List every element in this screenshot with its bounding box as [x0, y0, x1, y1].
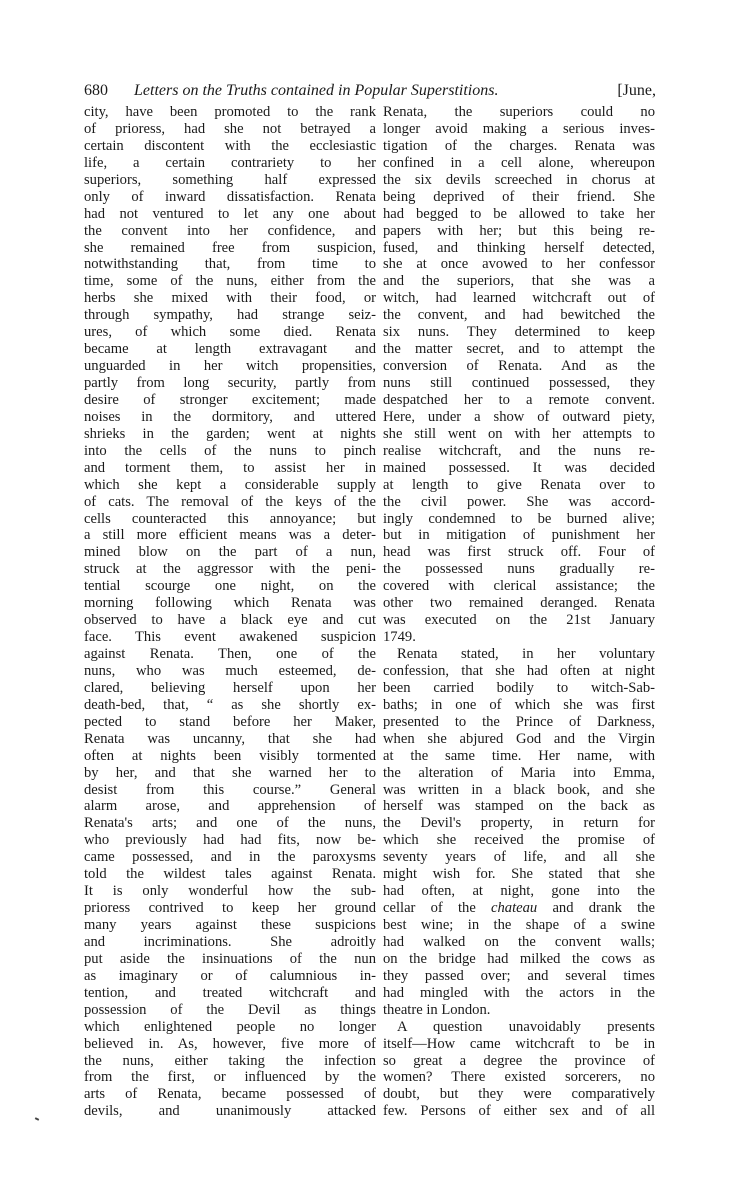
text-line: itself—How came witchcraft to be in [383, 1035, 655, 1052]
text-line: had not ventured to let any one about [84, 205, 376, 222]
text-line: at the same time. Her name, with [383, 747, 655, 764]
text-line: she remained free from suspicion, [84, 239, 376, 256]
text-line: was executed on the 21st January [383, 612, 655, 629]
text-line: conversion of Renata. And as the [383, 358, 655, 375]
text-line: from the first, or influenced by the [84, 1069, 376, 1086]
text-line: alarm arose, and apprehension of [84, 798, 376, 815]
text-line: was written in a black book, and she [383, 781, 655, 798]
text-line: the nuns, either taking the infection [84, 1052, 376, 1069]
text-line: clared, believing herself upon her [84, 679, 376, 696]
text-line: city, have been promoted to the rank [84, 104, 376, 120]
text-line: had mingled with the actors in the [383, 984, 655, 1001]
text-line: A question unavoidably presents [397, 1018, 655, 1035]
text-line: cells counteracted this annoyance; but [84, 510, 376, 527]
text-line: into the cells of the nuns to pinch [84, 442, 376, 459]
text-line: tigation of the charges. Renata was [383, 137, 655, 154]
text-line: the matter secret, and to attempt the [383, 341, 655, 358]
page-number: 680 [84, 82, 108, 99]
text-line: best wine; in the shape of a swine [383, 917, 655, 933]
text-line: many years against these suspicions [84, 917, 376, 933]
text-line: but in mitigation of punishment her [383, 527, 655, 544]
text-line: pected to stand before her Maker, [84, 713, 376, 730]
text-line: so great a degree the province of [383, 1052, 655, 1069]
text-line: Renata's arts; and one of the nuns, [84, 815, 376, 832]
text-line: unguarded in her witch propensities, [84, 358, 376, 375]
text-line: the Devil's property, in return for [383, 815, 655, 832]
text-line: might wish for. She stated that she [383, 866, 655, 883]
text-line: against Renata. Then, one of the [84, 646, 376, 662]
text-line: doubt, but they were comparatively [383, 1086, 655, 1103]
text-line: they passed over; and several times [383, 967, 655, 984]
text-line: other two remained deranged. Renata [383, 595, 655, 612]
running-title: Letters on the Truths contained in Popular Superstitions. [134, 82, 499, 99]
issue-date: [June, [617, 82, 656, 99]
text-line: certain discontent with the ecclesiastic [84, 137, 376, 154]
text-line: been carried bodily to witch-Sab- [383, 679, 655, 696]
text-line: baths; in one of which she was first [383, 696, 655, 713]
text-line: mined blow on the part of a nun, [84, 544, 376, 561]
text-line: herbs she mixed with their food, or [84, 290, 376, 307]
text-line: became at length extravagant and [84, 341, 376, 358]
text-line: nuns, who was much esteemed, de- [84, 662, 376, 679]
text-line: and the superiors, that she was a [383, 273, 655, 290]
text-line: as imaginary or of calumnious in- [84, 967, 376, 984]
text-line: partly from long security, partly from [84, 375, 376, 391]
text-line: the convent into her confidence, and [84, 222, 376, 239]
text-line: possession of the Devil as things [84, 1001, 376, 1018]
text-line: the civil power. She was accord- [383, 493, 655, 510]
text-line: confession, that she had often at night [383, 662, 655, 679]
text-line: realise witchcraft, and the nuns re- [383, 442, 655, 459]
right-text-column [383, 104, 655, 1120]
text-line: longer avoid making a serious inves- [383, 120, 655, 137]
text-line: had walked on the convent walls; [383, 933, 655, 950]
text-line: papers with her; but this being re- [383, 222, 655, 239]
text-line: a still more efficient means was a deter- [84, 527, 376, 544]
text-line: which enlightened people no longer [84, 1018, 376, 1035]
text-line: time, some of the nuns, either from the [84, 273, 376, 290]
text-line: covered with clerical assistance; the [383, 578, 655, 595]
text-line: believed in. As, however, five more of [84, 1035, 376, 1052]
text-line: death-bed, that, “ as she shortly ex- [84, 696, 376, 713]
text-line: despatched her to a remote convent. [383, 391, 655, 408]
text-line: of prioress, had she not betrayed a [84, 120, 376, 137]
text-line: the six devils screeched in chorus at [383, 171, 655, 188]
text-line: she still went on with her attempts to [383, 425, 655, 442]
text-line: superiors, something half expressed [84, 171, 376, 188]
text-line: through sympathy, had strange seiz- [84, 307, 376, 324]
text-line: women? There existed sorcerers, no [383, 1069, 655, 1086]
text-line: six nuns. They determined to keep [383, 324, 655, 341]
text-line: observed to have a black eye and cut [84, 612, 376, 629]
text-line: shrieks in the garden; went at nights [84, 425, 376, 442]
text-line: on the bridge had milked the cows as [383, 950, 655, 967]
text-line: and torment them, to assist her in [84, 459, 376, 476]
text-line: when she abjured God and the Virgin [383, 730, 655, 747]
text-line: presented to the Prince of Darkness, [383, 713, 655, 730]
text-line: had often, at night, gone into the [383, 883, 655, 900]
text-line: head was first struck off. Four of [383, 544, 655, 561]
text-line: fused, and thinking herself detected, [383, 239, 655, 256]
text-line: Renata was uncanny, that she had [84, 730, 376, 747]
text-line: being deprived of their friend. She [383, 188, 655, 205]
text-line: the alteration of Maria into Emma, [383, 764, 655, 781]
text-line: morning following which Renata was [84, 595, 376, 612]
text-line: and incriminations. She adroitly [84, 933, 376, 950]
text-line: Renata, the superiors could no [383, 104, 655, 120]
text-line: only of inward dissatisfaction. Renata [84, 188, 376, 205]
text-line: she at once avowed to her confessor [383, 256, 655, 273]
text-line: struck at the aggressor with the peni- [84, 561, 376, 578]
left-text-column [84, 104, 376, 1120]
text-line: 1749. [383, 629, 416, 646]
text-line: desire of stronger excitement; made [84, 391, 376, 408]
text-line: nuns still continued possessed, they [383, 375, 655, 391]
text-line: at length to give Renata over to [383, 476, 655, 493]
text-line: the possessed nuns gradually re- [383, 561, 655, 578]
text-line: theatre in London. [383, 1001, 491, 1018]
text-line: put aside the insinuations of the nun [84, 950, 376, 967]
text-line: had begged to be allowed to take her [383, 205, 655, 222]
italic-word: chateau [491, 900, 538, 917]
text-line: came possessed, and in the paroxysms [84, 849, 376, 866]
text-line: ures, of which some died. Renata [84, 324, 376, 341]
text-line: Here, under a show of outward piety, [383, 408, 655, 425]
text-line: desist from this course.” General [84, 781, 376, 798]
text-line: face. This event awakened suspicion [84, 629, 376, 646]
text-line: cellar of the chateau and drank the [383, 900, 655, 917]
text-line: Renata stated, in her voluntary [397, 646, 655, 662]
text-line: mained possessed. It was decided [383, 459, 655, 476]
text-line: tention, and treated witchcraft and [84, 984, 376, 1001]
text-line: notwithstanding that, from time to [84, 256, 376, 273]
text-line: noises in the dormitory, and uttered [84, 408, 376, 425]
text-line: prioress contrived to keep her ground [84, 900, 376, 917]
text-line: arts of Renata, became possessed of [84, 1086, 376, 1103]
scan-artifact-mark [35, 1117, 39, 1121]
text-line: by her, and that she warned her to [84, 764, 376, 781]
text-line: herself was stamped on the back as [383, 798, 655, 815]
text-line: life, a certain contrariety to her [84, 154, 376, 171]
text-line: ingly condemned to be burned alive; [383, 510, 655, 527]
text-line: which she received the promise of [383, 832, 655, 849]
text-line: often at nights been visibly tormented [84, 747, 376, 764]
text-line: devils, and unanimously attacked [84, 1103, 376, 1120]
text-line: seventy years of life, and all she [383, 849, 655, 866]
text-line: which she kept a considerable supply [84, 476, 376, 493]
text-line: told the wildest tales against Renata. [84, 866, 376, 883]
running-head [84, 80, 656, 102]
text-line: confined in a cell alone, whereupon [383, 154, 655, 171]
text-line: of cats. The removal of the keys of the [84, 493, 376, 510]
text-line: few. Persons of either sex and of all [383, 1103, 655, 1120]
text-line: the convent, and had bewitched the [383, 307, 655, 324]
text-line: who previously had had fits, now be- [84, 832, 376, 849]
text-line: witch, had learned witchcraft out of [383, 290, 655, 307]
text-line: tential scourge one night, on the [84, 578, 376, 595]
text-line: It is only wonderful how the sub- [84, 883, 376, 900]
